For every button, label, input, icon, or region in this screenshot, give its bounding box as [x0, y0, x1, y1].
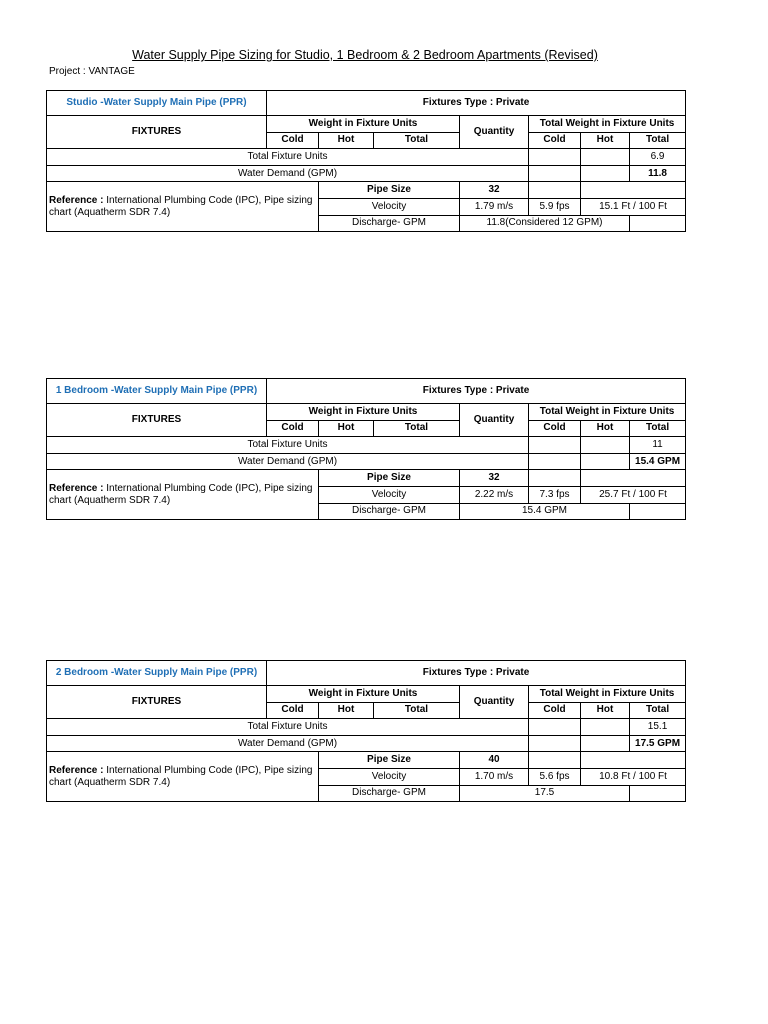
- velocity-fps: 5.6 fps: [529, 768, 581, 785]
- pipe-size-label: Pipe Size: [319, 752, 460, 769]
- velocity-label: Velocity: [319, 768, 460, 785]
- empty-cell: [581, 735, 630, 752]
- discharge-label: Discharge- GPM: [319, 785, 460, 802]
- discharge-label: Discharge- GPM: [319, 503, 460, 520]
- section-table: [46, 90, 686, 232]
- hot-header: Hot: [319, 420, 374, 437]
- pipe-size-value: 32: [460, 182, 529, 199]
- reference-note: [47, 752, 319, 802]
- cold-header: Cold: [529, 420, 581, 437]
- water-demand-value: 15.4 GPM: [630, 453, 686, 470]
- empty-cell: [581, 437, 630, 454]
- quantity-header: Quantity: [460, 686, 529, 719]
- total-header: Total: [374, 702, 460, 719]
- empty-cell: [529, 165, 581, 182]
- empty-cell: [581, 149, 630, 166]
- total-fixture-units-label: Total Fixture Units: [47, 437, 529, 454]
- total-weight-header: Total Weight in Fixture Units: [529, 404, 686, 421]
- friction-loss: 10.8 Ft / 100 Ft: [581, 768, 686, 785]
- velocity-label: Velocity: [319, 486, 460, 503]
- reference-note: [47, 470, 319, 520]
- empty-cell: [630, 215, 686, 232]
- fixtures-header: FIXTURES: [47, 404, 267, 437]
- empty-cell: [529, 182, 581, 199]
- pipe-size-label: Pipe Size: [319, 182, 460, 199]
- hot-header: Hot: [319, 132, 374, 149]
- hot-header: Hot: [319, 702, 374, 719]
- total-header: Total: [630, 702, 686, 719]
- pipe-size-value: 40: [460, 752, 529, 769]
- empty-cell: [529, 149, 581, 166]
- section-table: [46, 378, 686, 520]
- empty-cell: [529, 453, 581, 470]
- quantity-header: Quantity: [460, 116, 529, 149]
- pipe-size-label: Pipe Size: [319, 470, 460, 487]
- friction-loss: 15.1 Ft / 100 Ft: [581, 198, 686, 215]
- empty-cell: [581, 453, 630, 470]
- document-title: Water Supply Pipe Sizing for Studio, 1 Bedroom & 2 Bedroom Apartments (Revised): [132, 48, 598, 62]
- reference-text: International Plumbing Code (IPC), Pipe sizing chart (Aquatherm SDR 7.4): [49, 764, 313, 788]
- weight-header: Weight in Fixture Units: [267, 686, 460, 703]
- quantity-header: Quantity: [460, 404, 529, 437]
- empty-cell: [581, 182, 686, 199]
- water-demand-label: Water Demand (GPM): [47, 735, 529, 752]
- velocity-ms: 1.79 m/s: [460, 198, 529, 215]
- total-header: Total: [630, 132, 686, 149]
- cold-header: Cold: [267, 420, 319, 437]
- fixtures-type: Fixtures Type : Private: [267, 91, 686, 116]
- empty-cell: [529, 735, 581, 752]
- total-header: Total: [374, 420, 460, 437]
- cold-header: Cold: [267, 132, 319, 149]
- weight-header: Weight in Fixture Units: [267, 116, 460, 133]
- discharge-value: 15.4 GPM: [460, 503, 630, 520]
- empty-cell: [630, 503, 686, 520]
- velocity-ms: 1.70 m/s: [460, 768, 529, 785]
- water-demand-value: 11.8: [630, 165, 686, 182]
- total-weight-header: Total Weight in Fixture Units: [529, 686, 686, 703]
- section-name: 1 Bedroom -Water Supply Main Pipe (PPR): [47, 379, 267, 404]
- reference-label: Reference :: [49, 482, 104, 494]
- velocity-fps: 7.3 fps: [529, 486, 581, 503]
- velocity-fps: 5.9 fps: [529, 198, 581, 215]
- reference-label: Reference :: [49, 194, 104, 206]
- empty-cell: [581, 470, 686, 487]
- cold-header: Cold: [529, 702, 581, 719]
- pipe-size-value: 32: [460, 470, 529, 487]
- cold-header: Cold: [529, 132, 581, 149]
- total-fixture-units-value: 15.1: [630, 719, 686, 736]
- hot-header: Hot: [581, 702, 630, 719]
- weight-header: Weight in Fixture Units: [267, 404, 460, 421]
- reference-note: [47, 182, 319, 232]
- total-fixture-units-value: 6.9: [630, 149, 686, 166]
- total-header: Total: [374, 132, 460, 149]
- fixtures-header: FIXTURES: [47, 116, 267, 149]
- fixtures-type: Fixtures Type : Private: [267, 661, 686, 686]
- project-label: Project : VANTAGE: [49, 66, 135, 77]
- total-fixture-units-label: Total Fixture Units: [47, 149, 529, 166]
- empty-cell: [581, 165, 630, 182]
- fixtures-type: Fixtures Type : Private: [267, 379, 686, 404]
- discharge-value: 11.8(Considered 12 GPM): [460, 215, 630, 232]
- section-name: Studio -Water Supply Main Pipe (PPR): [47, 91, 267, 116]
- discharge-label: Discharge- GPM: [319, 215, 460, 232]
- total-fixture-units-value: 11: [630, 437, 686, 454]
- reference-text: International Plumbing Code (IPC), Pipe sizing chart (Aquatherm SDR 7.4): [49, 482, 313, 506]
- total-weight-header: Total Weight in Fixture Units: [529, 116, 686, 133]
- friction-loss: 25.7 Ft / 100 Ft: [581, 486, 686, 503]
- empty-cell: [529, 437, 581, 454]
- water-demand-label: Water Demand (GPM): [47, 453, 529, 470]
- reference-label: Reference :: [49, 764, 104, 776]
- empty-cell: [581, 719, 630, 736]
- section-table: [46, 660, 686, 802]
- section-name: 2 Bedroom -Water Supply Main Pipe (PPR): [47, 661, 267, 686]
- empty-cell: [630, 785, 686, 802]
- water-demand-value: 17.5 GPM: [630, 735, 686, 752]
- total-header: Total: [630, 420, 686, 437]
- velocity-ms: 2.22 m/s: [460, 486, 529, 503]
- fixtures-header: FIXTURES: [47, 686, 267, 719]
- empty-cell: [529, 470, 581, 487]
- reference-text: International Plumbing Code (IPC), Pipe sizing chart (Aquatherm SDR 7.4): [49, 194, 313, 218]
- hot-header: Hot: [581, 132, 630, 149]
- hot-header: Hot: [581, 420, 630, 437]
- water-demand-label: Water Demand (GPM): [47, 165, 529, 182]
- total-fixture-units-label: Total Fixture Units: [47, 719, 529, 736]
- empty-cell: [581, 752, 686, 769]
- discharge-value: 17.5: [460, 785, 630, 802]
- empty-cell: [529, 752, 581, 769]
- cold-header: Cold: [267, 702, 319, 719]
- velocity-label: Velocity: [319, 198, 460, 215]
- empty-cell: [529, 719, 581, 736]
